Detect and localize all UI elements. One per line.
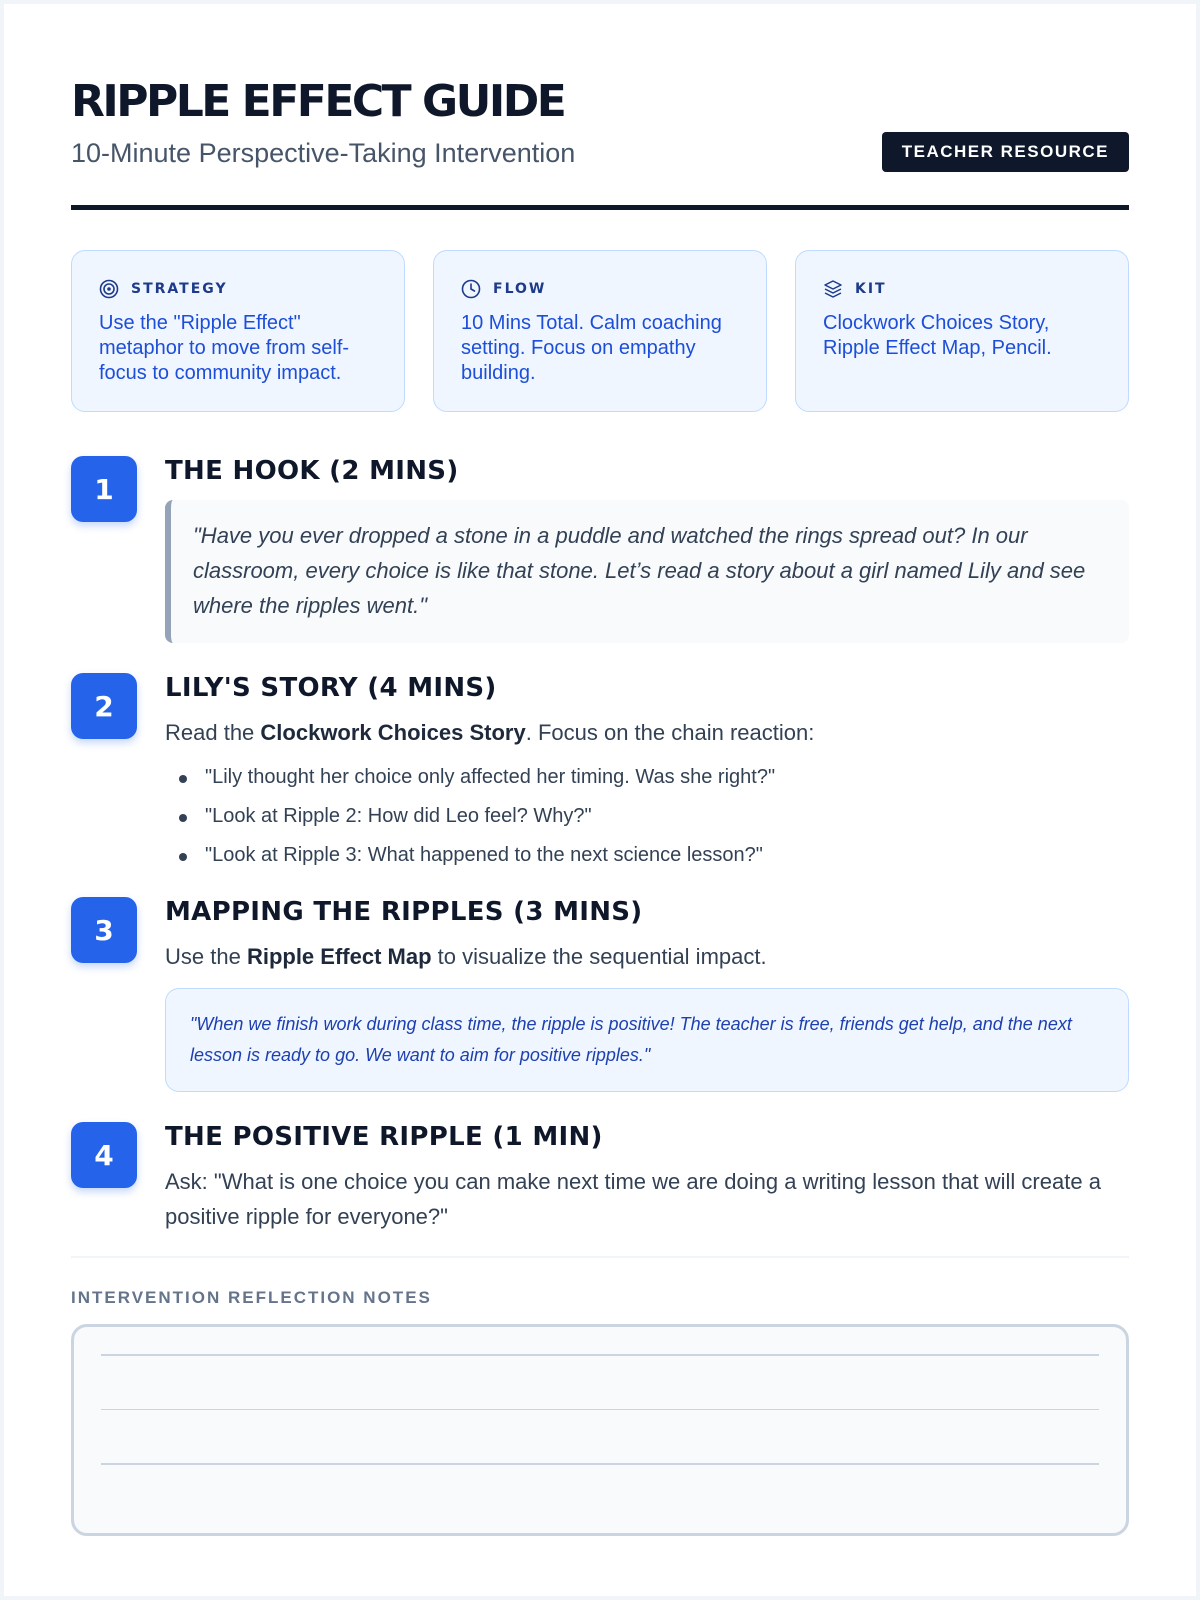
step-number: 3 bbox=[71, 897, 137, 963]
flow-card bbox=[433, 250, 767, 412]
layers-icon bbox=[823, 279, 843, 299]
clock-icon bbox=[461, 279, 481, 299]
notes-label: INTERVENTION REFLECTION NOTES bbox=[71, 1288, 432, 1307]
teacher-resource-badge: TEACHER RESOURCE bbox=[882, 132, 1129, 172]
writing-line bbox=[101, 1409, 1099, 1411]
header bbox=[71, 76, 1129, 210]
step-number: 2 bbox=[71, 673, 137, 739]
divider bbox=[71, 1256, 1129, 1258]
card-title: STRATEGY bbox=[131, 281, 228, 297]
list-item: "Look at Ripple 3: What happened to the next science lesson?" bbox=[165, 836, 1129, 875]
step-story bbox=[71, 667, 1129, 875]
step-number: 4 bbox=[71, 1122, 137, 1188]
list-item: "Look at Ripple 2: How did Leo feel? Why?" bbox=[165, 797, 1129, 836]
writing-line bbox=[101, 1354, 1099, 1356]
target-icon bbox=[99, 279, 119, 299]
step-title: THE POSITIVE RIPPLE (1 MIN) bbox=[165, 1122, 603, 1152]
step-instruction: Use the Ripple Effect Map to visualize the sequential impact. bbox=[165, 944, 767, 969]
card-text: 10 Mins Total. Calm coaching setting. Focus on empathy building. bbox=[461, 312, 722, 384]
step-instruction: Read the Clockwork Choices Story. Focus on the chain reaction: bbox=[165, 720, 815, 745]
list-item: "Lily thought her choice only affected her timing. Was she right?" bbox=[165, 758, 1129, 797]
strategy-card bbox=[71, 250, 405, 412]
overview-cards bbox=[71, 250, 1129, 412]
card-text: Use the "Ripple Effect" metaphor to move from self-focus to community impact. bbox=[99, 312, 350, 384]
discussion-questions bbox=[165, 758, 1129, 875]
page-title: RIPPLE EFFECT GUIDE bbox=[71, 76, 565, 127]
page-subtitle: 10-Minute Perspective-Taking Intervention bbox=[71, 138, 576, 168]
kit-card bbox=[795, 250, 1129, 412]
step-title: MAPPING THE RIPPLES (3 MINS) bbox=[165, 897, 643, 927]
story-name: Clockwork Choices Story bbox=[260, 720, 526, 745]
card-text: Clockwork Choices Story, Ripple Effect Map, Pencil. bbox=[823, 312, 1052, 359]
step-number: 1 bbox=[71, 456, 137, 522]
writing-line bbox=[101, 1463, 1099, 1465]
step-hook bbox=[71, 450, 1129, 643]
mapping-quote: "When we finish work during class time, the ripple is positive! The teacher is free, friends get help, and the next lesson is ready to go. We want to aim for positive ripples." bbox=[165, 988, 1129, 1092]
step-mapping bbox=[71, 891, 1129, 1092]
guide-page bbox=[4, 4, 1196, 1596]
step-instruction: Ask: "What is one choice you can make next time we are doing a writing lesson that will create a positive ripple for everyone?" bbox=[165, 1169, 1101, 1229]
hook-quote: "Have you ever dropped a stone in a puddle and watched the rings spread out? In our classroom, every choice is like that stone. Let’s read a story about a girl named Lily and see where the ripples went." bbox=[165, 500, 1129, 643]
step-title: LILY'S STORY (4 MINS) bbox=[165, 673, 497, 703]
step-positive-ripple bbox=[71, 1116, 1129, 1234]
map-name: Ripple Effect Map bbox=[246, 944, 432, 969]
reflection-notes-area[interactable] bbox=[71, 1324, 1129, 1536]
card-title: KIT bbox=[855, 281, 887, 297]
step-title: THE HOOK (2 MINS) bbox=[165, 456, 459, 486]
card-title: FLOW bbox=[493, 281, 547, 297]
